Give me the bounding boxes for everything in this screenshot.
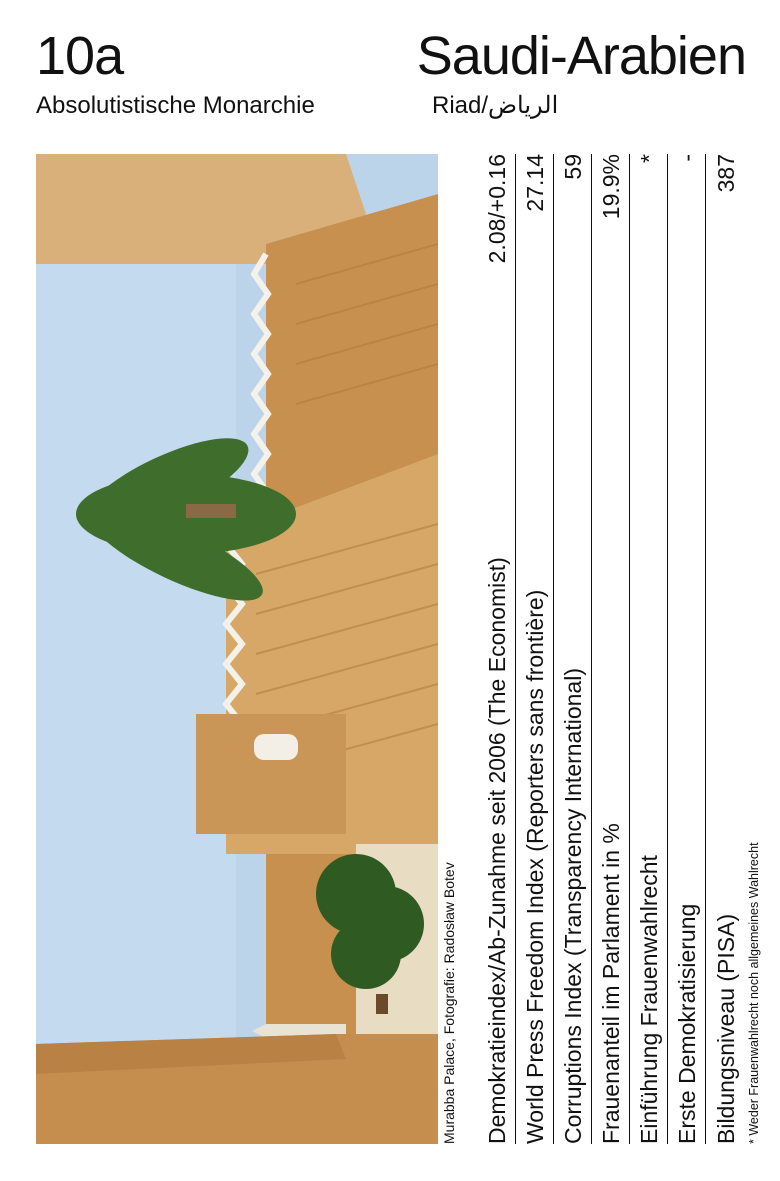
capital-name: Riad/الرياض bbox=[432, 92, 559, 119]
indicator-row bbox=[478, 154, 516, 1144]
footnote: * Weder Frauenwahlrecht noch allgemeines Wahlrecht bbox=[747, 842, 761, 1144]
indicator-value: * bbox=[636, 154, 662, 163]
country-name: Saudi-Arabien bbox=[416, 26, 746, 86]
indicator-value: 27.14 bbox=[522, 154, 548, 212]
indicator-label: Erste Demokratisierung bbox=[674, 903, 700, 1144]
photo-caption-container bbox=[440, 154, 460, 1144]
indicator-value: 2.08/+0.16 bbox=[484, 154, 510, 264]
indicator-value: 59 bbox=[560, 154, 586, 180]
government-type: Absolutistische Monarchie bbox=[36, 92, 315, 119]
indicator-label: World Press Freedom Index (Reporters sans frontière) bbox=[522, 589, 548, 1144]
indicator-label: Frauenanteil im Parlament in % bbox=[598, 823, 624, 1144]
palace-photo bbox=[36, 154, 438, 1144]
indicator-row bbox=[592, 154, 630, 1144]
indicator-row bbox=[516, 154, 554, 1144]
indicator-label: Demokratieindex/Ab-Zunahme seit 2006 (The Economist) bbox=[484, 557, 510, 1144]
indicator-row bbox=[706, 154, 744, 1144]
indicator-value: 387 bbox=[713, 154, 739, 193]
indicator-row bbox=[630, 154, 668, 1144]
indicator-value: 19.9% bbox=[598, 154, 624, 220]
indicator-table bbox=[478, 154, 750, 1144]
indicator-label: Corruptions Index (Transparency International) bbox=[560, 668, 586, 1144]
card-code: 10a bbox=[36, 26, 124, 86]
indicator-label: Einführung Frauenwahlrecht bbox=[636, 855, 662, 1144]
photo-caption: Murabba Palace, Fotografie: Radosław Botev bbox=[441, 862, 457, 1144]
indicator-label: Bildungsniveau (PISA) bbox=[713, 913, 739, 1144]
footnote-container bbox=[746, 154, 764, 1144]
indicator-row bbox=[554, 154, 592, 1144]
indicator-value: - bbox=[674, 154, 700, 162]
indicator-row bbox=[668, 154, 706, 1144]
